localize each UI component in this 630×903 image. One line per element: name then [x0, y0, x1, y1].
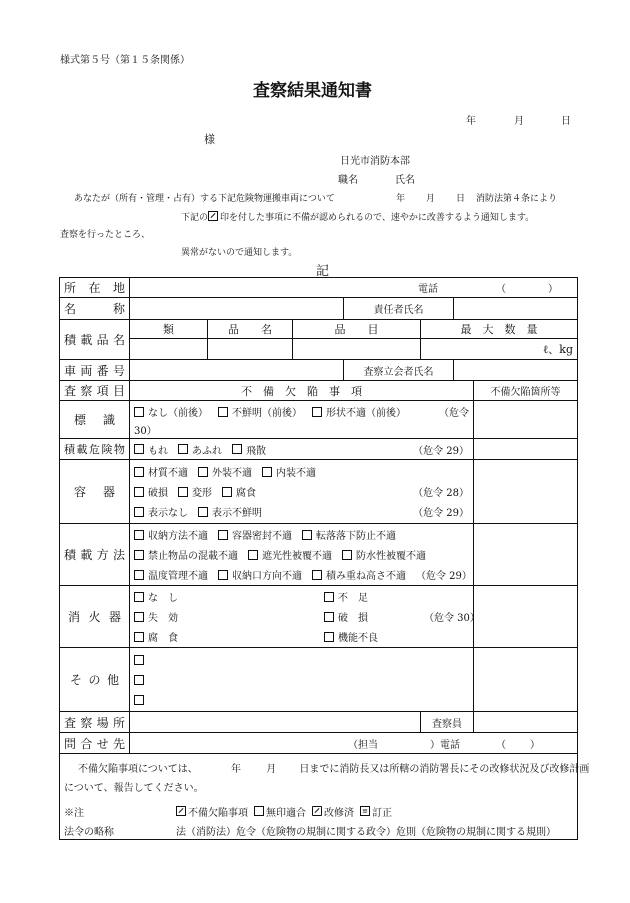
- defect-place-field[interactable]: [474, 460, 578, 524]
- responsible-field[interactable]: [454, 298, 578, 320]
- checkbox[interactable]: [134, 570, 144, 580]
- name-label: 名称: [60, 298, 130, 320]
- addressee-honorific: 様: [204, 133, 215, 146]
- name-field[interactable]: [130, 298, 344, 320]
- extinguisher-label: 消火器: [60, 586, 130, 648]
- defect-place-field[interactable]: [474, 648, 578, 712]
- date-month: 月: [514, 116, 524, 127]
- checkbox[interactable]: [134, 592, 144, 602]
- ki-heading: 記: [316, 264, 330, 279]
- date-year: 年: [466, 116, 476, 127]
- tanto-label: （担当: [348, 739, 378, 751]
- item2-field[interactable]: [293, 339, 421, 360]
- checkbox[interactable]: [134, 530, 144, 540]
- intro-month: 月: [426, 194, 436, 204]
- checkbox[interactable]: [134, 507, 144, 517]
- checkbox[interactable]: [302, 530, 312, 540]
- checkbox[interactable]: [134, 695, 144, 705]
- place-field[interactable]: [130, 712, 421, 733]
- col-item2: 品 目: [293, 320, 421, 339]
- intro-line1: あなたが（所有・管理・占有）する下記危険物運搬車両について: [74, 194, 335, 204]
- correction-mark-icon: ≡: [360, 806, 370, 816]
- container-label: 容器: [60, 460, 130, 524]
- defect-place-field[interactable]: [474, 524, 578, 586]
- paren: ）: [548, 284, 558, 295]
- checkbox[interactable]: [134, 550, 144, 560]
- intro-year: 年: [396, 194, 406, 204]
- checkbox[interactable]: [248, 550, 258, 560]
- check-mark-icon: [176, 806, 186, 816]
- location-label: 所在地: [60, 278, 130, 298]
- checkbox[interactable]: [198, 507, 208, 517]
- intro-law: 消防法第４条により: [476, 194, 558, 204]
- checkbox[interactable]: [342, 550, 352, 560]
- form-number: 様式第５号（第１５条関係）: [60, 55, 190, 66]
- item-field[interactable]: [208, 339, 293, 360]
- checkbox[interactable]: [178, 487, 188, 497]
- kind-field[interactable]: [130, 339, 208, 360]
- vehicle-label: 車両番号: [60, 360, 130, 381]
- responsible-label: 責任者氏名: [344, 298, 454, 320]
- sender-position: 職名: [338, 175, 358, 186]
- vehicle-field[interactable]: [130, 360, 344, 381]
- checkbox[interactable]: [134, 655, 144, 665]
- checkbox[interactable]: [134, 612, 144, 622]
- defect-place-field[interactable]: [474, 439, 578, 460]
- sign-options: なし（前後） 不鮮明（前後） 形状不適（前後） （危令 30）: [130, 401, 474, 439]
- sender-org: 日光市消防本部: [340, 156, 410, 167]
- inspect-item-label: 査察項目: [60, 381, 130, 401]
- inspector-label: 査察員: [421, 712, 474, 733]
- inspection-table: [59, 277, 590, 840]
- intro-line2: 下記の 印を付した事項に不備が認められるので、速やかに改善するよう通知します。: [181, 213, 535, 223]
- attendee-field[interactable]: [454, 360, 578, 381]
- checkbox[interactable]: [134, 444, 144, 454]
- notice-year: 年: [231, 764, 241, 775]
- paren: （: [496, 739, 506, 751]
- other-label: その他: [60, 648, 130, 712]
- unit: ℓ、kg: [421, 339, 578, 360]
- abbr-text: 法（消防法）危令（危険物の規制に関する政令）危則（危険物の規制に関する規則）: [176, 826, 556, 838]
- hazmat-label: 積載危険物: [60, 439, 130, 460]
- hazmat-options: もれ あふれ 飛散 （危令 29）: [130, 439, 474, 460]
- col-kind: 類: [130, 320, 208, 339]
- note-ok: 無印適合: [266, 807, 306, 819]
- empty-box-icon: [254, 806, 264, 816]
- checkbox[interactable]: [178, 444, 188, 454]
- intro-line3: 査察を行ったところ、: [60, 230, 151, 240]
- notice-month: 月: [266, 764, 277, 775]
- date-day: 日: [561, 116, 571, 127]
- inspector-field[interactable]: [474, 712, 578, 733]
- contact-label: 問合せ先: [60, 733, 130, 754]
- sender-name-label: 氏名: [395, 175, 415, 186]
- checkbox[interactable]: [134, 467, 144, 477]
- checkbox[interactable]: [134, 675, 144, 685]
- paren: ）: [530, 739, 540, 751]
- contact-field[interactable]: [130, 733, 578, 754]
- notice-a: 不備欠陥事項については、: [78, 764, 198, 775]
- notice-c: について、報告してください。: [64, 783, 204, 794]
- checkbox[interactable]: [324, 592, 334, 602]
- checkbox[interactable]: [324, 632, 334, 642]
- check-mark-icon: [208, 211, 218, 221]
- checkbox[interactable]: [218, 407, 228, 417]
- defect-place-field[interactable]: [474, 586, 578, 648]
- attendee-label: 査察立会者氏名: [344, 360, 454, 381]
- checkbox[interactable]: [134, 407, 144, 417]
- checkbox[interactable]: [232, 444, 242, 454]
- place-label: 査察場所: [60, 712, 130, 733]
- checkbox[interactable]: [218, 530, 228, 540]
- method-options: 収納方法不適 容器密封不適 転落落下防止不適 禁止物品の混載不適 遮光性被覆不適 防水性被覆不適 温度管理不適 収納口方向不適 積み重ね高さ不適 （危令 29）: [130, 524, 474, 586]
- intro-day: 日: [456, 194, 466, 204]
- checkbox[interactable]: [198, 467, 208, 477]
- other-options: [130, 648, 474, 712]
- contact-phone-label: ）電話: [430, 739, 460, 751]
- paren: （: [496, 284, 506, 295]
- location-field[interactable]: [130, 278, 578, 298]
- notice-b: 日までに消防長又は所轄の消防署長にその改修状況及び改修計画: [299, 764, 590, 775]
- footer-block: [60, 754, 590, 840]
- fixed-mark-icon: [312, 806, 322, 816]
- defect-place-label: 不備欠陥箇所等: [474, 381, 578, 401]
- col-max: 最 大 数 量: [421, 320, 578, 339]
- checkbox[interactable]: [312, 407, 322, 417]
- checkbox[interactable]: [134, 487, 144, 497]
- col-item: 品 名: [208, 320, 293, 339]
- checkbox[interactable]: [262, 467, 272, 477]
- note-correction: 訂正: [372, 807, 392, 819]
- defect-place-field[interactable]: [474, 401, 578, 439]
- checkbox[interactable]: [134, 632, 144, 642]
- intro-line4: 異常がないので通知します。: [181, 248, 298, 258]
- checkbox[interactable]: [222, 487, 232, 497]
- load-label: 積載品名: [60, 320, 130, 360]
- abbr-label: 法令の略称: [64, 826, 114, 838]
- note-defect: 不備欠陥事項: [188, 807, 248, 819]
- checkbox[interactable]: [218, 570, 228, 580]
- note-fixed: 改修済: [324, 807, 354, 819]
- container-options: 材質不適 外装不適 内装不適 破損 変形 腐食 （危令 28） 表示なし 表示不鮮明 （危令 29）: [130, 460, 474, 524]
- note-label: ※注: [64, 807, 84, 819]
- extinguisher-options: な し 不 足 失 効 破 損 （危令 30） 腐 食 機能不良: [130, 586, 474, 648]
- checkbox[interactable]: [312, 570, 322, 580]
- defect-label: 不 備 欠 陥 事 項: [130, 381, 474, 401]
- checkbox[interactable]: [324, 612, 334, 622]
- phone-label: 電話: [418, 284, 438, 295]
- document-title: 査察結果通知書: [253, 81, 372, 101]
- method-label: 積載方法: [60, 524, 130, 586]
- sign-label: 標識: [60, 401, 130, 439]
